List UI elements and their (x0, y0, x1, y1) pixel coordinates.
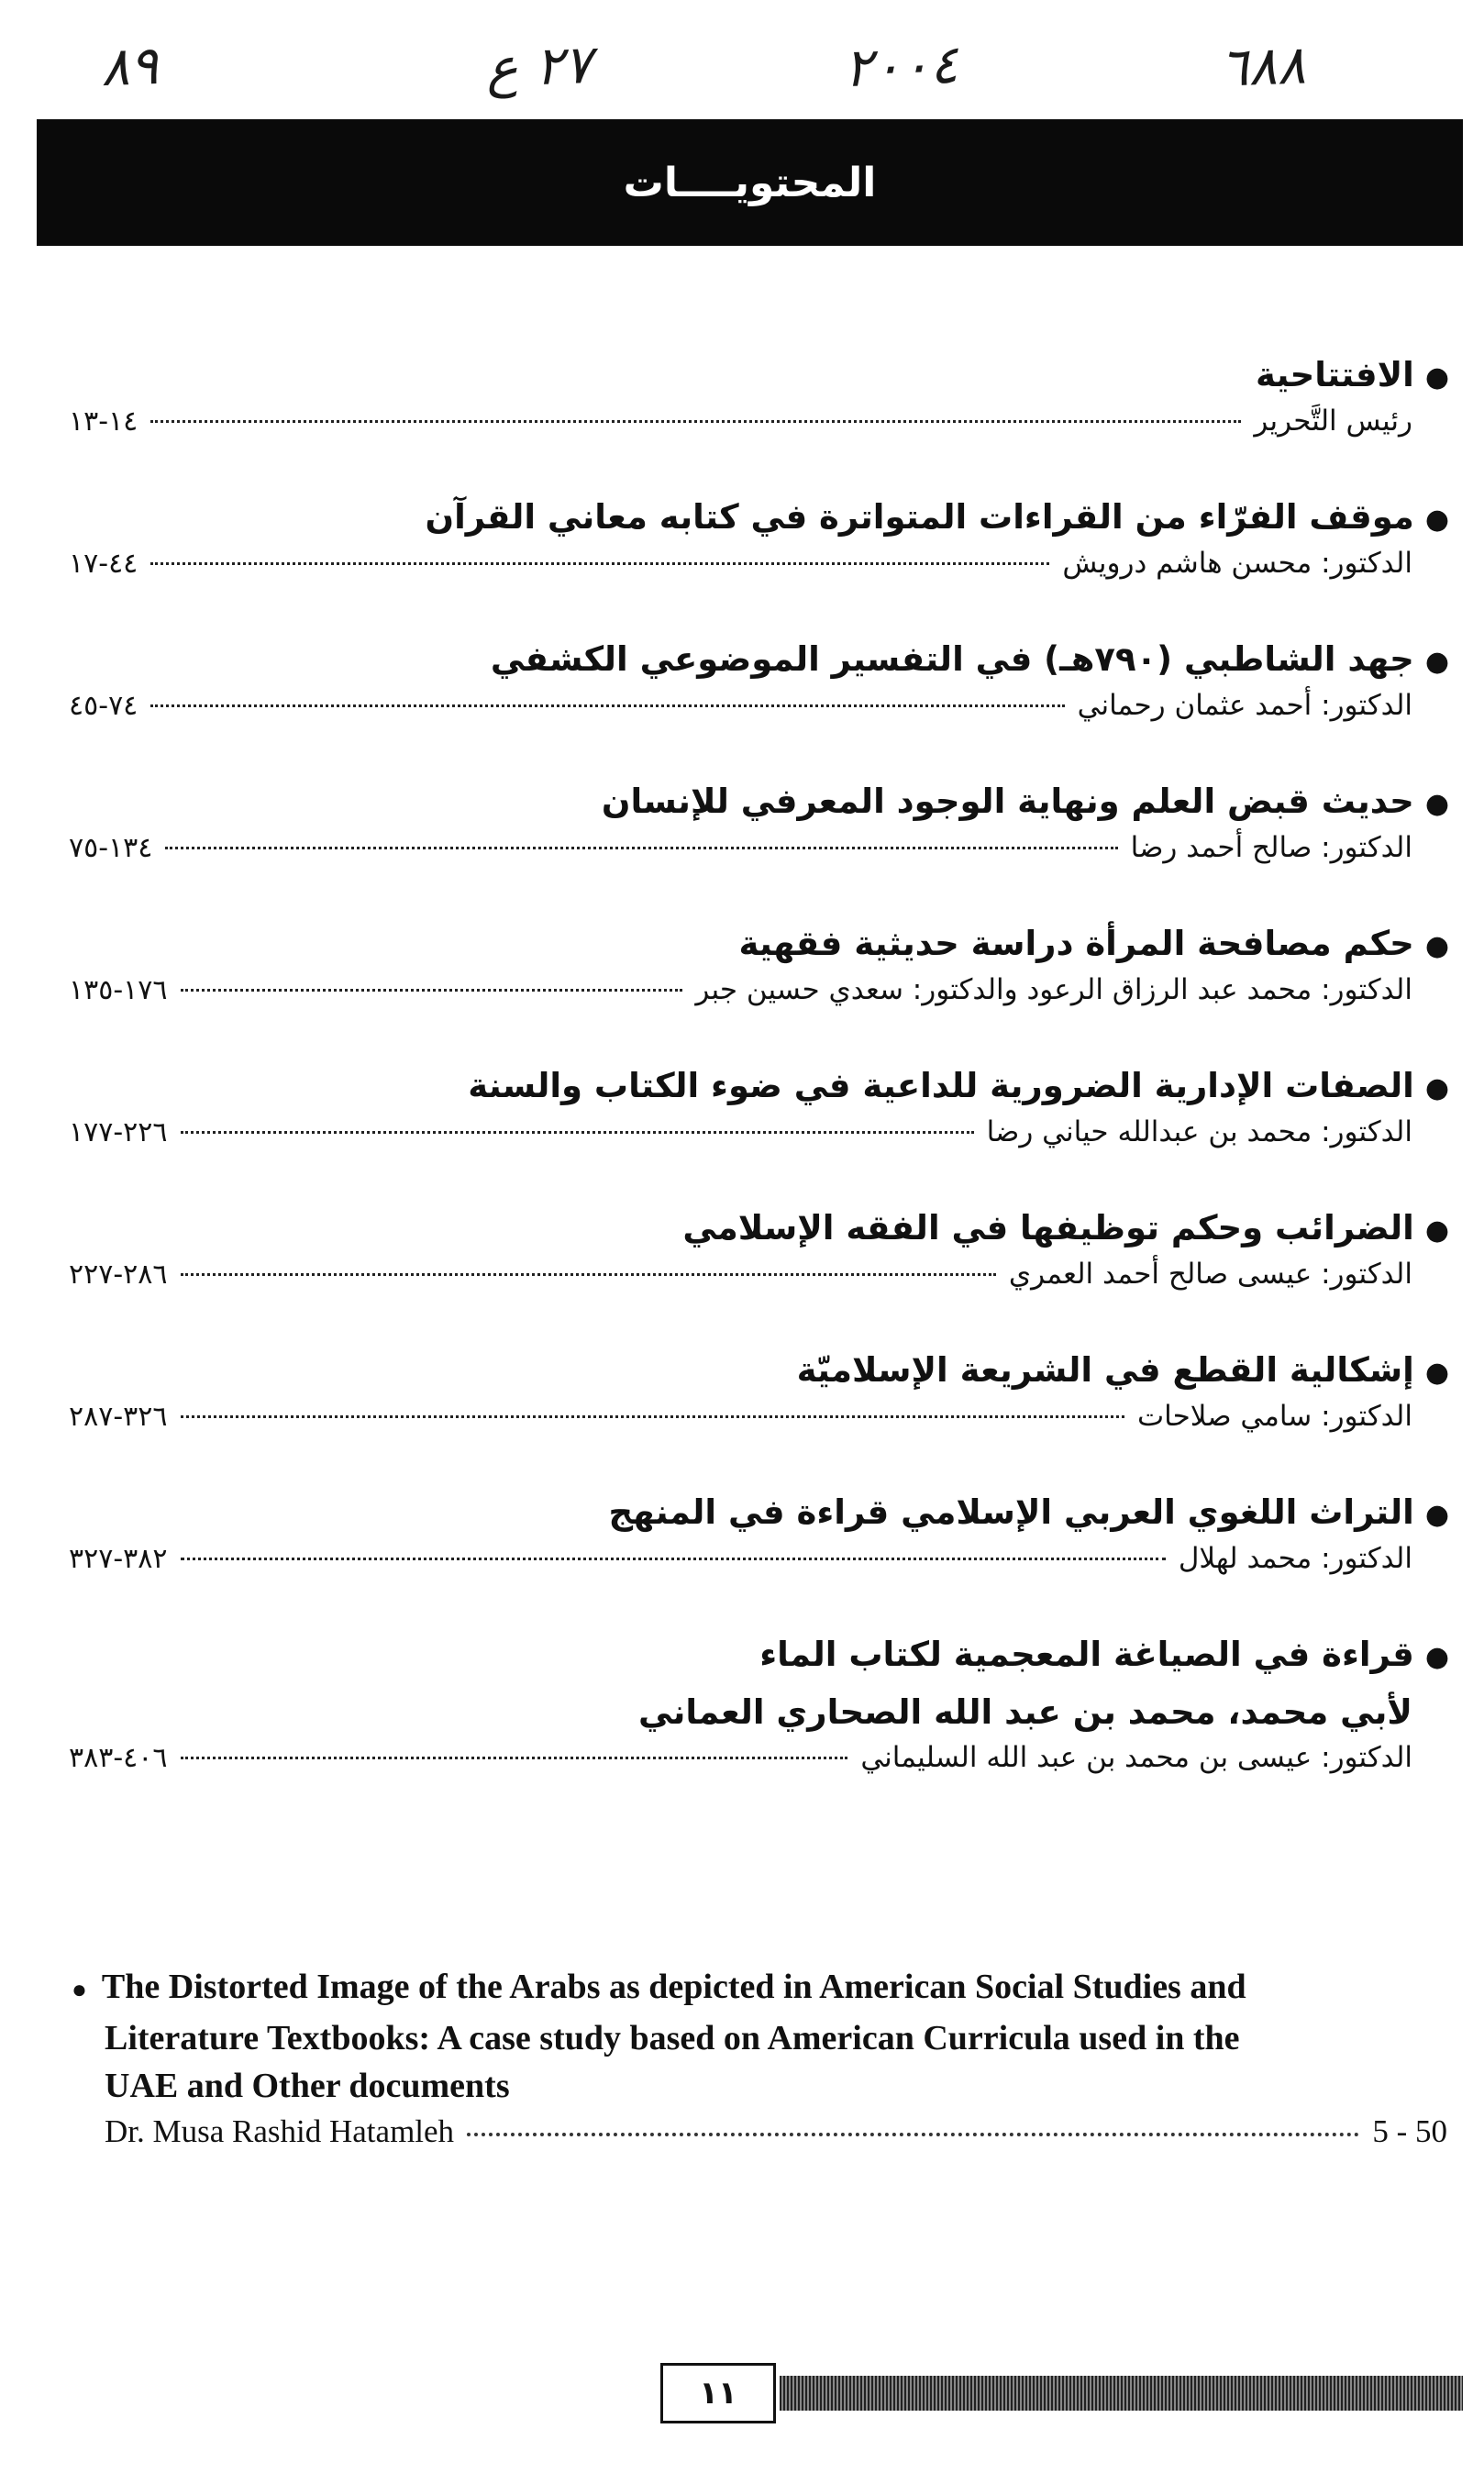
entry-pages: ٤٤-١٧ (69, 548, 138, 580)
dot-leader (165, 847, 1117, 849)
english-entry-title-line3: UAE and Other documents (105, 2067, 510, 2105)
entry-subtitle: لأبي محمد، محمد بن عبد الله الصحاري العماني (638, 1692, 1412, 1732)
page-title: المحتويــــات (623, 159, 877, 206)
entry-title: ●إشكالية القطع في الشريعة الإسلاميّة (796, 1350, 1449, 1390)
entry-line (69, 1400, 1449, 1458)
page-number: ١١ (660, 2363, 776, 2423)
dot-leader (181, 1131, 974, 1134)
entry-line (69, 1115, 1449, 1174)
bullet-icon: ● (1424, 1357, 1449, 1389)
dot-leader (150, 562, 1049, 565)
entry-authors: رئيس التَّحرير (1254, 405, 1412, 438)
bullet-icon: ● (1424, 1499, 1449, 1531)
list-item (69, 349, 1449, 463)
list-item (69, 633, 1449, 748)
dot-leader (181, 1273, 996, 1276)
handwritten-note-2: ٢٧ ع (484, 33, 593, 99)
footer-decorative-bar (780, 2376, 1463, 2411)
entry-authors: الدكتور: محسن هاشم درويش (1062, 547, 1412, 580)
dot-leader (150, 704, 1064, 707)
entry-pages: ٣٢٦-٢٨٧ (69, 1401, 168, 1433)
entry-authors: الدكتور: محمد عبد الرزاق الرعود والدكتور: سعدي حسين جبر (695, 973, 1412, 1006)
entry-pages: ١٤-١٣ (69, 405, 138, 438)
handwritten-note-3: ٢٠٠٤ (842, 32, 959, 100)
english-entry (72, 1963, 1447, 2150)
entry-title: ●حديث قبض العلم ونهاية الوجود المعرفي للإنسان (601, 782, 1449, 821)
entry-title: ●الصفات الإدارية الضرورية للداعية في ضوء الكتاب والسنة (468, 1066, 1449, 1105)
bullet-icon: ● (1424, 1072, 1449, 1104)
entry-pages: ٧٤-٤٥ (69, 690, 138, 722)
dot-leader (467, 2133, 1359, 2136)
entry-title: ●جهد الشاطبي (٧٩٠هـ) في التفسير الموضوعي الكشفي (490, 639, 1449, 679)
entry-title: ●موقف الفرّاء من القراءات المتواترة في كتابه معاني القرآن (425, 497, 1449, 537)
dot-leader (150, 420, 1241, 423)
entry-authors: الدكتور: عيسى صالح أحمد العمري (1008, 1258, 1412, 1291)
dot-leader (181, 1415, 1124, 1418)
list-item (69, 1486, 1449, 1601)
english-entry-line (72, 2113, 1447, 2150)
contents-header-band (37, 119, 1463, 246)
list-item (69, 1059, 1449, 1174)
entry-pages: ٣٨٢-٣٢٧ (69, 1543, 168, 1575)
bullet-icon: ● (1424, 646, 1449, 678)
list-item (69, 1628, 1449, 1800)
entry-line (69, 831, 1449, 890)
list-item (69, 917, 1449, 1032)
handwritten-note-1: ٨٩ (99, 33, 160, 99)
english-entry-title-line2: Literature Textbooks: A case study based on American Curricula used in the (105, 2019, 1240, 2057)
bullet-icon: ● (1424, 1214, 1449, 1247)
bullet-icon: ● (1424, 788, 1449, 820)
entry-title: ●التراث اللغوي العربي الإسلامي قراءة في المنهج (608, 1492, 1449, 1532)
entry-title: ●قراءة في الصياغة المعجمية لكتاب الماء (759, 1635, 1449, 1674)
entry-pages: ٤٠٦-٣٨٣ (69, 1742, 168, 1774)
entry-line (69, 547, 1449, 605)
dot-leader (181, 989, 683, 992)
list-item (69, 491, 1449, 605)
entry-authors: الدكتور: صالح أحمد رضا (1130, 831, 1412, 864)
entry-authors: الدكتور: محمد بن عبدالله حياني رضا (986, 1115, 1412, 1148)
entry-line (69, 1741, 1449, 1800)
list-item (69, 1202, 1449, 1316)
english-entry-pages: 5 - 50 (1372, 2113, 1447, 2149)
english-entry-title: ● The Distorted Image of the Arabs as depicted in American Social Studies and (72, 1968, 1246, 2006)
entry-authors: الدكتور: أحمد عثمان رحماني (1077, 689, 1412, 722)
entry-authors: الدكتور: محمد لهلال (1178, 1542, 1412, 1575)
bullet-icon: ● (1424, 361, 1449, 394)
page-footer (660, 2367, 1463, 2420)
entry-pages: ٢٨٦-٢٢٧ (69, 1259, 168, 1291)
entry-authors: الدكتور: عيسى بن محمد بن عبد الله السليماني (860, 1741, 1412, 1774)
bullet-icon: ● (1424, 1641, 1449, 1673)
entry-pages: ٢٢٦-١٧٧ (69, 1116, 168, 1148)
list-item (69, 775, 1449, 890)
entry-line (69, 1542, 1449, 1601)
english-entry-author: Dr. Musa Rashid Hatamleh (105, 2113, 455, 2149)
contents-list (69, 349, 1449, 1827)
entry-line (69, 973, 1449, 1032)
entry-title: ●الافتتاحية (1256, 355, 1449, 394)
handwritten-note-4: ٦٨٨ (1218, 33, 1307, 99)
entry-authors: الدكتور: سامي صلاحات (1136, 1400, 1412, 1433)
entry-pages: ١٣٤-٧٥ (69, 832, 153, 864)
entry-line (69, 405, 1449, 463)
entry-title: ●الضرائب وحكم توظيفها في الفقه الإسلامي (682, 1208, 1449, 1248)
bullet-icon: ● (1424, 930, 1449, 962)
dot-leader (181, 1558, 1166, 1560)
bullet-icon: ● (1424, 504, 1449, 536)
dot-leader (181, 1757, 848, 1759)
entry-title: ●حكم مصافحة المرأة دراسة حديثية فقهية (738, 924, 1449, 963)
entry-line (69, 1258, 1449, 1316)
entry-pages: ١٧٦-١٣٥ (69, 974, 168, 1006)
list-item (69, 1344, 1449, 1458)
bullet-icon: ● (72, 1976, 87, 2004)
entry-line (69, 689, 1449, 748)
